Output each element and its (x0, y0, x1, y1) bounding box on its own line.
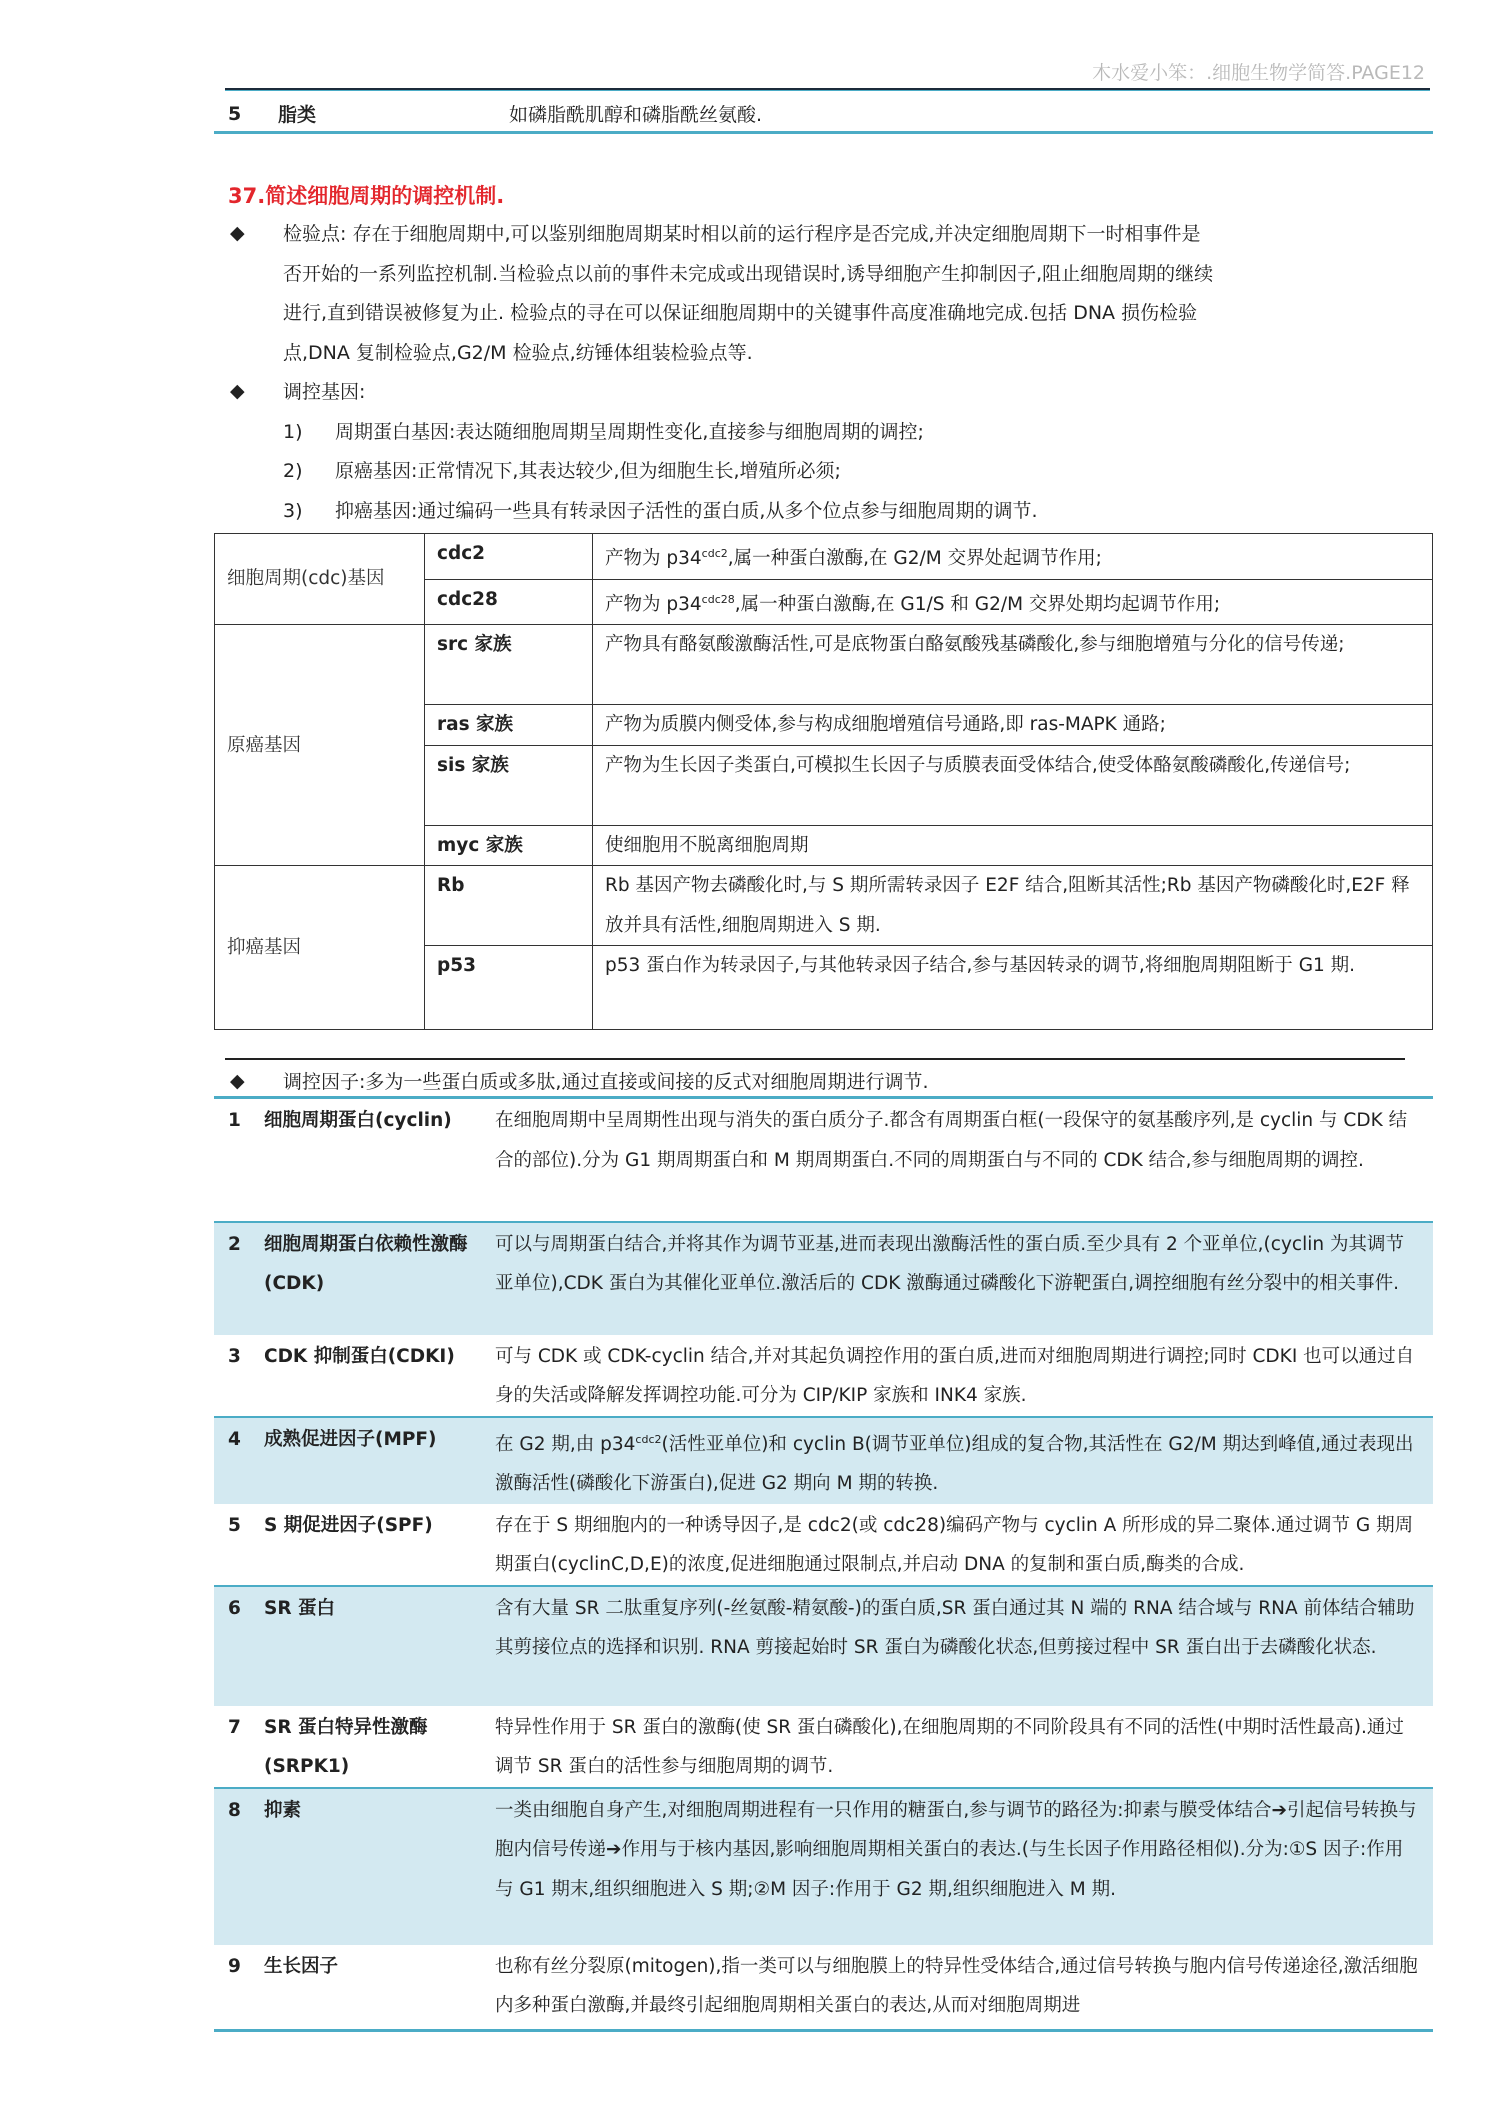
gene-desc: p53 蛋白作为转录因子,与其他转录因子结合,参与基因转录的调节,将细胞周期阻断于 G1 期. (593, 946, 1433, 1030)
desc-text: ,属一种蛋白激酶,在 G2/M 交界处起调节作用; (727, 548, 1102, 570)
gene-desc: 产物具有酪氨酸激酶活性,可是底物蛋白酪氨酸残基磷酸化,参与细胞增殖与分化的信号传递; (593, 625, 1433, 705)
row-desc: 如磷脂酰肌醇和磷脂酰丝氨酸. (509, 104, 763, 126)
desc-text: 产物为 p34 (605, 593, 702, 615)
gene-table (214, 533, 1433, 1030)
factor-number: 3 (228, 1345, 241, 1367)
gene-desc (593, 579, 1433, 625)
item-number: 2) (283, 460, 303, 482)
row-name: 脂类 (278, 104, 317, 126)
diamond-bullet-icon: ◆ (230, 380, 245, 402)
table-row (214, 1586, 1433, 1706)
factor-desc: 可与 CDK 或 CDK-cyclin 结合,并对其起负调控作用的蛋白质,进而对细胞周期进行调控;同时 CDKI 也可以通过自身的失活或降解发挥调控功能.可分为 CIP/KIP 家族和 INK4 家族. (495, 1345, 1415, 1406)
table-row (214, 1335, 1433, 1417)
gene-desc: Rb 基因产物去磷酸化时,与 S 期所需转录因子 E2F 结合,阻断其活性;Rb 基因产物磷酸化时,E2F 释放并具有活性,细胞周期进入 S 期. (593, 866, 1433, 946)
text-line: 检验点: 存在于细胞周期中,可以鉴别细胞周期某时相以前的运行程序是否完成,并决定细胞周期下一时相事件是 (283, 223, 1201, 245)
list-item (283, 492, 1037, 532)
desc-text: 产物为 p34 (605, 548, 702, 570)
table-row (215, 866, 1433, 946)
table-row (214, 96, 1433, 134)
group-cell: 原癌基因 (215, 625, 425, 866)
text-line: 点,DNA 复制检验点,G2/M 检验点,纺锤体组装检验点等. (283, 341, 753, 364)
factor-desc: 含有大量 SR 二肽重复序列(-丝氨酸-精氨酸-)的蛋白质,SR 蛋白通过其 N 端的 RNA 结合域与 RNA 前体结合辅助其剪接位点的选择和识别. RNA 剪接起始时 SR 蛋白为磷酸化状态,但剪接过程中 SR 蛋白出于去磷酸化状态. (495, 1586, 1433, 1706)
factor-desc: 存在于 S 期细胞内的一种诱导因子,是 cdc2(或 cdc28)编码产物与 cyclin A 所形成的异二聚体.通过调节 G 期周期蛋白(cyclinC,D,E)的浓度,促进细胞通过限制点,并启动 DNA 的复制和蛋白质,酶类的合成. (495, 1514, 1414, 1576)
factor-number: 9 (228, 1955, 241, 1977)
group-cell: 抑癌基因 (215, 866, 425, 1030)
factor-name: S 期促进因子(SPF) (264, 1514, 433, 1536)
gene-name: src 家族 (425, 625, 593, 705)
table-row (214, 1098, 1433, 1222)
factor-name: 抑素 (264, 1788, 495, 1945)
item-text: 原癌基因:正常情况下,其表达较少,但为细胞生长,增殖所必须; (335, 460, 841, 482)
gene-name: cdc28 (425, 579, 593, 625)
desc-text: 在 G2 期,由 p34 (495, 1433, 636, 1455)
table-row (214, 1945, 1433, 2031)
diamond-bullet-icon: ◆ (230, 1070, 245, 1092)
gene-desc: 产物为质膜内侧受体,参与构成细胞增殖信号通路,即 ras-MAPK 通路; (593, 705, 1433, 746)
row-number: 5 (228, 102, 242, 125)
superscript: cdc28 (701, 592, 735, 606)
section-title: 37.简述细胞周期的调控机制. (228, 184, 505, 208)
factor-name: 成熟促进因子(MPF) (264, 1417, 495, 1504)
list-item (283, 452, 841, 492)
item-text: 抑癌基因:通过编码一些具有转录因子活性的蛋白质,从多个位点参与细胞周期的调节. (335, 500, 1038, 522)
factor-name: 细胞周期蛋白(cyclin) (264, 1110, 452, 1131)
gene-desc: 产物为生长因子类蛋白,可模拟生长因子与质膜表面受体结合,使受体酪氨酸磷酸化,传递信号; (593, 745, 1433, 825)
factor-number: 7 (228, 1716, 241, 1738)
gene-desc: 使细胞用不脱离细胞周期 (593, 825, 1433, 866)
factor-table (214, 1096, 1433, 2032)
text-line: 进行,直到错误被修复为止. 检验点的寻在可以保证细胞周期中的关键事件高度准确地完成.包括 DNA 损伤检验 (283, 302, 1198, 324)
factor-name: CDK 抑制蛋白(CDKI) (264, 1345, 455, 1367)
superscript: cdc2 (701, 547, 728, 560)
bullet-factors: 调控因子:多为一些蛋白质或多肽,通过直接或间接的反式对细胞周期进行调节. (283, 1071, 929, 1093)
list-item (283, 413, 924, 453)
gene-name: Rb (425, 866, 593, 946)
factor-name: SR 蛋白特异性激酶(SRPK1) (264, 1716, 428, 1778)
item-text: 周期蛋白基因:表达随细胞周期呈周期性变化,直接参与细胞周期的调控; (335, 421, 924, 443)
diamond-bullet-icon: ◆ (230, 222, 245, 244)
divider (225, 1058, 1405, 1060)
header-rule (225, 88, 1430, 91)
gene-desc (593, 534, 1433, 580)
gene-name: sis 家族 (425, 745, 593, 825)
factor-name: 生长因子 (264, 1955, 339, 1977)
item-number: 3) (283, 500, 303, 522)
factor-desc: 可以与周期蛋白结合,并将其作为调节亚基,进而表现出激酶活性的蛋白质.至少具有 2 个亚单位,(cyclin 为其调节亚单位),CDK 蛋白为其催化亚单位.激活后的 CDK 激酶通过磷酸化下游靶蛋白,调控细胞有丝分裂中的相关事件. (495, 1222, 1433, 1335)
table-row (215, 625, 1433, 705)
bullet-checkpoint (283, 215, 1423, 373)
table-row (214, 1788, 1433, 1945)
superscript: cdc2 (635, 1432, 662, 1446)
factor-desc (495, 1417, 1433, 1504)
gene-name: p53 (425, 946, 593, 1030)
group-cell: 细胞周期(cdc)基因 (215, 534, 425, 625)
gene-name: myc 家族 (425, 825, 593, 866)
factor-desc: 一类由细胞自身产生,对细胞周期进程有一只作用的糖蛋白,参与调节的路径为:抑素与膜受体结合➔引起信号转换与胞内信号传递➔作用与于核内基因,影响细胞周期相关蛋白的表达.(与生长因子作用路径相似).分为:①S 因子:作用与 G1 期末,组织细胞进入 S 期;②M 因子:作用于 G2 期,组织细胞进入 M 期. (495, 1788, 1433, 1945)
factor-name: SR 蛋白 (264, 1586, 495, 1706)
factor-desc: 在细胞周期中呈周期性出现与消失的蛋白质分子.都含有周期蛋白框(一段保守的氨基酸序列,是 cyclin 与 CDK 结合的部位).分为 G1 期周期蛋白和 M 期周期蛋白.不同的周期蛋白与不同的 CDK 结合,参与细胞周期的调控. (495, 1110, 1408, 1171)
factor-number: 2 (214, 1222, 264, 1335)
factor-name: 细胞周期蛋白依赖性激酶(CDK) (264, 1222, 495, 1335)
desc-text: (活性亚单位)和 cyclin B(调节亚单位)组成的复合物,其活性在 G2/M 期达到峰值,通过表现出激酶活性(磷酸化下游蛋白),促进 G2 期向 M 期的转换. (495, 1433, 1414, 1495)
table-row (214, 1504, 1433, 1586)
item-number: 1) (283, 421, 303, 443)
desc-text: ,属一种蛋白激酶,在 G1/S 和 G2/M 交界处期均起调节作用; (734, 593, 1221, 615)
bullet-genes: 调控基因: (283, 381, 366, 403)
table-row (215, 534, 1433, 580)
table-row (214, 1222, 1433, 1335)
factor-number: 1 (228, 1110, 241, 1131)
factor-number: 4 (214, 1417, 264, 1504)
gene-name: cdc2 (425, 534, 593, 580)
table-row (214, 1706, 1433, 1788)
factor-number: 8 (214, 1788, 264, 1945)
factor-desc: 特异性作用于 SR 蛋白的激酶(使 SR 蛋白磷酸化),在细胞周期的不同阶段具有不同的活性(中期时活性最高).通过调节 SR 蛋白的活性参与细胞周期的调节. (495, 1716, 1404, 1778)
factor-number: 5 (228, 1514, 241, 1536)
factor-number: 6 (214, 1586, 264, 1706)
factor-desc: 也称有丝分裂原(mitogen),指一类可以与细胞膜上的特异性受体结合,通过信号转换与胞内信号传递途径,激活细胞内多种蛋白激酶,并最终引起细胞周期相关蛋白的表达,从而对细胞周期进 (495, 1955, 1418, 2017)
gene-name: ras 家族 (425, 705, 593, 746)
table-row (214, 1417, 1433, 1504)
page-header: 木水爱小笨：.细胞生物学简答.PAGE12 (1092, 62, 1425, 84)
text-line: 否开始的一系列监控机制.当检验点以前的事件未完成或出现错误时,诱导细胞产生抑制因子,阻止细胞周期的继续 (283, 262, 1214, 285)
